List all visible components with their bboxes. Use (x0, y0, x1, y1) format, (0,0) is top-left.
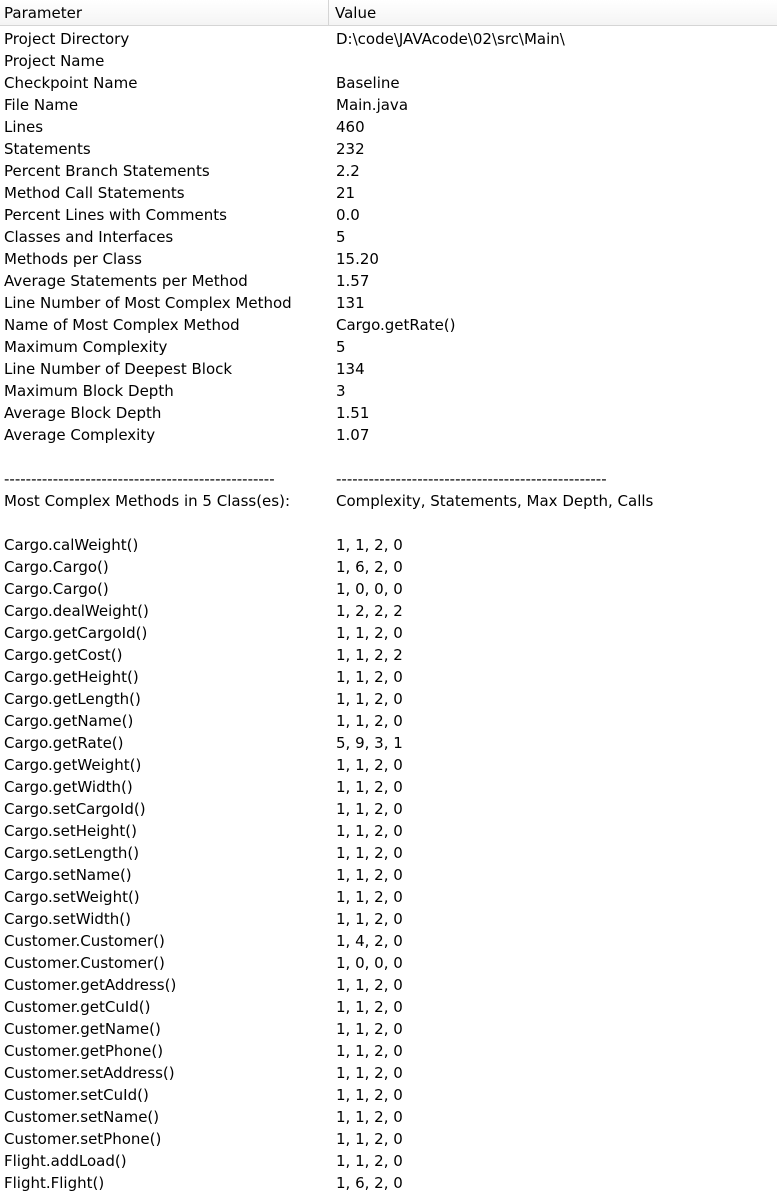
value-cell: 1, 1, 2, 0 (336, 1020, 403, 1038)
value-cell: D:\code\JAVAcode\02\src\Main\ (336, 30, 565, 48)
value-cell: Cargo.getRate() (336, 316, 456, 334)
list-row[interactable] (0, 533, 777, 555)
parameter-cell: Flight.addLoad() (4, 1152, 127, 1170)
value-cell: 1, 1, 2, 0 (336, 1086, 403, 1104)
list-row[interactable] (0, 71, 777, 93)
list-row[interactable] (0, 907, 777, 929)
parameter-cell: Cargo.getName() (4, 712, 134, 730)
list-row[interactable] (0, 1061, 777, 1083)
list-row[interactable] (0, 1017, 777, 1039)
parameter-cell: Cargo.Cargo() (4, 558, 109, 576)
value-cell: 0.0 (336, 206, 360, 224)
list-row[interactable] (0, 335, 777, 357)
list-row[interactable] (0, 313, 777, 335)
value-cell: 21 (336, 184, 356, 202)
value-cell: 1, 1, 2, 0 (336, 1108, 403, 1126)
list-row[interactable] (0, 599, 777, 621)
parameter-cell: Checkpoint Name (4, 74, 138, 92)
value-cell: 1, 1, 2, 0 (336, 888, 403, 906)
list-row[interactable] (0, 379, 777, 401)
value-cell: 1, 1, 2, 0 (336, 910, 403, 928)
parameter-cell: Customer.getAddress() (4, 976, 177, 994)
list-row[interactable] (0, 775, 777, 797)
value-cell: 1, 1, 2, 0 (336, 536, 403, 554)
value-cell: Main.java (336, 96, 409, 114)
value-cell: 1, 1, 2, 0 (336, 866, 403, 884)
parameter-cell: Customer.getName() (4, 1020, 161, 1038)
list-row[interactable] (0, 929, 777, 951)
list-row[interactable] (0, 291, 777, 313)
parameter-cell: Statements (4, 140, 91, 158)
list-row[interactable] (0, 423, 777, 445)
parameter-cell: Cargo.setCargoId() (4, 800, 146, 818)
parameter-cell: Most Complex Methods in 5 Class(es): (4, 492, 291, 510)
value-cell: 1, 1, 2, 0 (336, 976, 403, 994)
parameter-cell: Customer.Customer() (4, 932, 165, 950)
value-cell: 460 (336, 118, 365, 136)
value-cell: 15.20 (336, 250, 379, 268)
value-cell: 1, 1, 2, 0 (336, 844, 403, 862)
parameter-cell: Line Number of Most Complex Method (4, 294, 292, 312)
parameter-cell: Customer.getPhone() (4, 1042, 164, 1060)
parameter-cell: Cargo.calWeight() (4, 536, 139, 554)
value-cell: 5 (336, 228, 346, 246)
list-row[interactable] (0, 1149, 777, 1171)
parameter-cell: Average Complexity (4, 426, 156, 444)
parameter-cell: Customer.Customer() (4, 954, 165, 972)
list-row[interactable] (0, 995, 777, 1017)
value-cell: 1.57 (336, 272, 370, 290)
parameter-cell: Project Name (4, 52, 105, 70)
column-header-parameter[interactable]: Parameter (0, 0, 329, 25)
value-cell: 131 (336, 294, 365, 312)
value-cell: 1.51 (336, 404, 370, 422)
list-row[interactable] (0, 665, 777, 687)
parameter-cell: Lines (4, 118, 44, 136)
value-cell: 1.07 (336, 426, 370, 444)
list-row[interactable] (0, 357, 777, 379)
list-header (0, 0, 777, 26)
list-row[interactable] (0, 1039, 777, 1061)
parameter-cell: Methods per Class (4, 250, 142, 268)
value-cell: Baseline (336, 74, 400, 92)
parameter-cell: Customer.setPhone() (4, 1130, 162, 1148)
parameter-cell: Cargo.getWidth() (4, 778, 133, 796)
parameter-cell: Average Statements per Method (4, 272, 248, 290)
value-cell: 232 (336, 140, 365, 158)
parameter-cell: Percent Branch Statements (4, 162, 210, 180)
parameter-cell: Name of Most Complex Method (4, 316, 240, 334)
list-row[interactable] (0, 93, 777, 115)
list-row[interactable] (0, 1171, 777, 1193)
list-row[interactable] (0, 159, 777, 181)
value-cell: 1, 1, 2, 0 (336, 624, 403, 642)
list-row[interactable] (0, 643, 777, 665)
column-header-value[interactable]: Value (335, 4, 377, 22)
value-cell: 1, 1, 2, 0 (336, 756, 403, 774)
value-cell: 1, 1, 2, 0 (336, 1152, 403, 1170)
value-cell: 1, 1, 2, 0 (336, 668, 403, 686)
value-cell: 1, 1, 2, 2 (336, 646, 403, 664)
list-row[interactable] (0, 1083, 777, 1105)
list-row[interactable] (0, 951, 777, 973)
parameter-cell: Cargo.getRate() (4, 734, 124, 752)
value-cell: 1, 1, 2, 0 (336, 1130, 403, 1148)
list-row[interactable] (0, 555, 777, 577)
list-row[interactable] (0, 1127, 777, 1149)
list-row[interactable] (0, 885, 777, 907)
list-row[interactable] (0, 511, 777, 533)
list-row[interactable] (0, 489, 777, 511)
list-row[interactable] (0, 49, 777, 71)
value-cell: 134 (336, 360, 365, 378)
list-row[interactable] (0, 247, 777, 269)
list-row[interactable] (0, 621, 777, 643)
list-row[interactable] (0, 577, 777, 599)
parameter-cell: Customer.setAddress() (4, 1064, 175, 1082)
parameter-cell: Percent Lines with Comments (4, 206, 227, 224)
value-cell: -------------------------------------------------- (336, 470, 607, 488)
value-cell: Complexity, Statements, Max Depth, Calls (336, 492, 654, 510)
value-cell: 1, 1, 2, 0 (336, 778, 403, 796)
parameter-cell: Cargo.getLength() (4, 690, 141, 708)
value-cell: 5 (336, 338, 346, 356)
parameter-cell: Cargo.setName() (4, 866, 132, 884)
parameter-cell: Project Directory (4, 30, 130, 48)
list-rows (0, 27, 777, 1193)
list-row[interactable] (0, 1105, 777, 1127)
parameter-cell: Cargo.getCost() (4, 646, 123, 664)
parameter-cell: Customer.setCuId() (4, 1086, 149, 1104)
parameter-cell: Classes and Interfaces (4, 228, 174, 246)
parameter-cell: Cargo.setLength() (4, 844, 140, 862)
parameter-cell: Average Block Depth (4, 404, 162, 422)
list-row[interactable] (0, 401, 777, 423)
parameter-cell: Cargo.getWeight() (4, 756, 142, 774)
list-row[interactable] (0, 467, 777, 489)
list-row[interactable] (0, 819, 777, 841)
value-cell: 1, 0, 0, 0 (336, 580, 403, 598)
list-row[interactable] (0, 115, 777, 137)
value-cell: 1, 1, 2, 0 (336, 712, 403, 730)
list-row[interactable] (0, 269, 777, 291)
value-cell: 1, 0, 0, 0 (336, 954, 403, 972)
value-cell: 1, 2, 2, 2 (336, 602, 403, 620)
parameter-cell: Method Call Statements (4, 184, 185, 202)
value-cell: 1, 1, 2, 0 (336, 1042, 403, 1060)
list-row[interactable] (0, 445, 777, 467)
list-row[interactable] (0, 137, 777, 159)
parameter-cell: Cargo.getHeight() (4, 668, 139, 686)
parameter-cell: Cargo.setWeight() (4, 888, 140, 906)
list-row[interactable] (0, 863, 777, 885)
value-cell: 1, 4, 2, 0 (336, 932, 403, 950)
parameter-cell: Customer.setName() (4, 1108, 160, 1126)
parameter-cell: Maximum Complexity (4, 338, 168, 356)
value-cell: 1, 1, 2, 0 (336, 998, 403, 1016)
value-cell: 1, 1, 2, 0 (336, 800, 403, 818)
list-row[interactable] (0, 27, 777, 49)
parameter-cell: Cargo.setWidth() (4, 910, 131, 928)
value-cell: 1, 1, 2, 0 (336, 690, 403, 708)
parameter-cell: Customer.getCuId() (4, 998, 151, 1016)
value-cell: 1, 6, 2, 0 (336, 558, 403, 576)
list-row[interactable] (0, 225, 777, 247)
list-row[interactable] (0, 841, 777, 863)
list-row[interactable] (0, 181, 777, 203)
parameter-cell: -------------------------------------------------- (4, 470, 275, 488)
value-cell: 5, 9, 3, 1 (336, 734, 403, 752)
parameter-cell: Flight.Flight() (4, 1174, 105, 1192)
value-cell: 1, 1, 2, 0 (336, 1064, 403, 1082)
value-cell: 1, 1, 2, 0 (336, 822, 403, 840)
list-row[interactable] (0, 203, 777, 225)
parameter-cell: Maximum Block Depth (4, 382, 174, 400)
list-row[interactable] (0, 687, 777, 709)
parameter-cell: File Name (4, 96, 79, 114)
value-cell: 3 (336, 382, 346, 400)
value-cell: 1, 6, 2, 0 (336, 1174, 403, 1192)
list-row[interactable] (0, 797, 777, 819)
parameter-cell: Cargo.dealWeight() (4, 602, 149, 620)
parameter-cell: Cargo.Cargo() (4, 580, 109, 598)
list-row[interactable] (0, 753, 777, 775)
list-row[interactable] (0, 731, 777, 753)
parameter-cell: Cargo.getCargoId() (4, 624, 148, 642)
parameter-cell: Line Number of Deepest Block (4, 360, 233, 378)
parameter-cell: Cargo.setHeight() (4, 822, 137, 840)
value-cell: 2.2 (336, 162, 360, 180)
list-row[interactable] (0, 973, 777, 995)
list-row[interactable] (0, 709, 777, 731)
